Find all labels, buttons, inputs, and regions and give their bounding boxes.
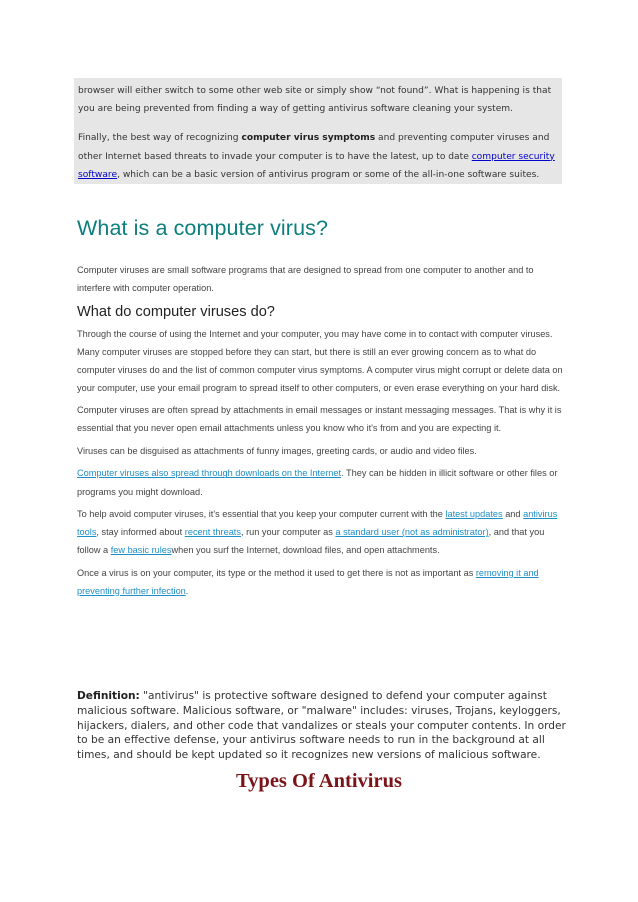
paragraph-text: . They can be hidden in illicit software or other files or programs you might download. [77,468,558,497]
definition-label: Definition: [77,690,140,702]
standard-user-link[interactable]: a standard user (not as administrator) [335,527,489,538]
paragraph-6 [77,564,567,600]
paragraph-text: and [502,508,524,519]
box-text: and preventing computer viruses and other Internet based threats to invade your computer is to have the latest, up to date [78,133,550,162]
bold-phrase: computer virus symptoms [241,133,376,144]
paragraph-text: when you surf the Internet, download files, and open attachments. [171,545,440,556]
paragraph-text: To help avoid computer viruses, it's essential that you keep your computer current with the [77,508,446,519]
latest-updates-link[interactable]: latest updates [445,508,503,519]
paragraph-1: Through the course of using the Internet and your computer, you may have come in to contact with computer viruses. Many computer viruses are stopped before they can start, but there is still an ever growing concern as to what do computer viruses do and the list of common computer virus symptoms. A computer virus might corrupt or delete data on your computer, use your email program to spread itself to other computers, or even erase everything on your hard disk. [77,328,563,393]
definition-text: "antivirus" is protective software designed to defend your computer against malicious software. Malicious software, or "malware" includes: viruses, Trojans, keyloggers, hijackers, dialers, and other code that vandalizes or steals your computer contents. In order to be an effective defense, your antivirus software needs to run in the background at all times, and should be kept updated so it recognizes new versions of malicious software. [77,690,566,762]
downloads-link[interactable]: Computer viruses also spread through downloads on the Internet [77,468,342,479]
highlighted-text-box [74,78,562,184]
paragraph-text: . [185,585,189,596]
types-heading: Types Of Antivirus [236,770,402,792]
basic-rules-link[interactable]: few basic rules [110,545,172,556]
paragraph-text: , run your computer as [240,527,336,538]
paragraph-text: , stay informed about [96,527,185,538]
box-paragraph-1: browser will either switch to some other web site or simply show “not found”. What is happening is that you are being prevented from finding a way of getting antivirus software cleaning your system. [78,86,552,115]
box-text: , which can be a basic version of antivirus program or some of the all-in-one software suites. [117,169,540,180]
removing-it-link[interactable]: removing it and preventing further infection [77,567,539,596]
box-text: Finally, the best way of recognizing [78,133,242,144]
paragraph-text: Once a virus is on your computer, its type or the method it used to get there is not as important as [77,567,476,578]
subsection-heading: What do computer viruses do? [77,303,275,320]
paragraph-3: Viruses can be disguised as attachments of funny images, greeting cards, or audio and video files. [77,445,477,456]
section-heading: What is a computer virus? [77,216,329,240]
paragraph-4 [77,464,567,500]
article-body [77,261,567,604]
recent-threats-link[interactable]: recent threats [184,527,241,538]
paragraph-2: Computer viruses are often spread by attachments in email messages or instant messaging messages. That is why it is essential that you never open email attachments unless you know who it's from and you are expecting it. [77,405,562,434]
paragraph-text: , and that you follow a [77,527,545,556]
paragraph-5 [77,505,567,559]
computer-security-software-link[interactable]: computer security software [78,151,555,180]
intro-paragraph: Computer viruses are small software programs that are designed to spread from one computer to another and to interfere with computer operation. [77,265,534,294]
box-paragraph-2 [78,129,558,184]
definition-paragraph [77,689,569,763]
antivirus-tools-link[interactable]: antivirus tools [77,508,558,538]
